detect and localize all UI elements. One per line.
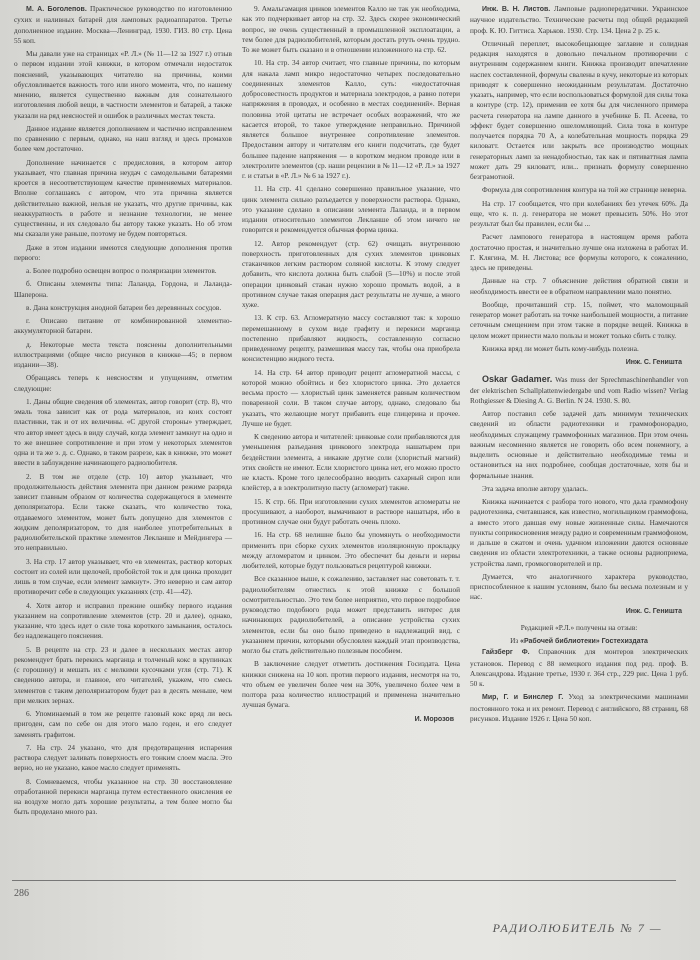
review-book-title: Практическое руководство по изготовлению сухих и наливных батарей для ламповых радиоаппаратов. Третье дополненное издание. Москва—Ленинград. 1930. ГИЗ. 80 стр. Цена 55 коп. <box>14 4 232 45</box>
paragraph: 12. Автор рекомендует (стр. 62) очищать внутреннюю поверхность приготовленных для сухих элементов цинковых стаканчиков легким раствором соляной кислоты. К этому следует добавить, что кислота должна быть слабой (5—10%) и после этой операции цинковый стакан нужно хорошо промыть водой, а в противном случае такая операция даст результаты не лучше, а много хуже. <box>242 238 460 309</box>
paragraph: 8. Сомневаемся, чтобы указанное на стр. 30 восстановление отработанной перекиси марганца путем естественного окисления ее на воздухе могло дать хорошие результаты, а тем более могло бы быть проделано много раз. <box>14 776 232 817</box>
paragraph: 3. На стр. 17 автор указывает, что «в элементах, раствор которых состоит из солей или щелочей, пробойстой ток и для цинка проходит лишь в том случае, если элемент замкнут». Это неверно и сам автор противоречит себе в следующих указаниях (стр. 41—42). <box>14 556 232 597</box>
paragraph: Дополнение начинается с предисловия, в котором автор указывает, что главная причина неудач с самодельными батареями кроется в несоответствующем качестве применяемых материалов. Вполне соглашаясь с автором, что эта причина является действительно важной, нельзя не указать, что другие причины, как неаккуратность в работе и незнание технологии, не менее существенны, и их следовало бы автору также указать. Но об этом мы сказали уже раньше, поэтому не будем повторяться. <box>14 157 232 239</box>
column-middle <box>242 4 460 731</box>
paragraph: 2. В том же отделе (стр. 10) автор указывает, что продолжительность действия элемента при данном режиме разряда зависит главным образом от количества содержащегося в элементе деполяризатора. Если также сказать, что количество тока, отдаваемого элементом, может быть допущено для элементов с жидким деполяризатором, то для наиболее употребительных в радиолюбительской практике элементов Лекланше и Мейдингера — это неправильно. <box>14 471 232 553</box>
review-book-title: Was muss der Sprechmaschinenhandler von der elektrischen Schallplattenwiedergabe und vom Radio wissen? Verlag Rothgiesser & Diesing A. G. Berlin. N 24. 1930. S. 80. <box>470 375 688 405</box>
paragraph: К сведению автора и читателей: цинковые соли прибавляются для уменьшения разъедания цинкового электрода нашатырем при бездействии элемента, а никакие другие соли (хлористый магний) этих свойств не имеют. Если хлористого цинка нет, его можно просто не класть. Кроме того целесообразно вводить сахарный сироп или клейстер, а в электролитную пасту (агломерат) также. <box>242 432 460 493</box>
paragraph: а. Более подробно освещен вопрос о поляризации элементов. <box>26 266 217 275</box>
signature: Инж. С. Геништа <box>625 359 682 366</box>
paragraph: 13. К стр. 63. Агломератную массу составляют так: к хорошо перемешанному в сухом виде графиту и перекиси марганца постепенно прибавляют жидкость, составленную согласно приведенному рецепту, размешивая массу так, чтобы она приобрела консистенцию жидкого теста. <box>242 313 460 364</box>
paragraph: 11. На стр. 41 сделано совершенно правильное указание, что цинк элемента сильно разъедается у поверхности раствора. Однако, это указание сделано в описании элемента Лаланда, и в первом издании относительно элементов Лекланше об этом ничего не говорится и рекомендуется обычная форма цинка. <box>242 184 460 235</box>
paragraph: 5. В рецепте на стр. 23 и далее в нескольких местах автор рекомендует брать перекись марганца и толченый кокс в крупинках (с горошину) и мешать их с мелкими кусочками угля (стр. 71). К сведению автора, и главное, его читателей, укажем, что смесь элементов с таким деполяризатором будет раз в десять меньше, чем при мелких зернах. <box>14 644 232 705</box>
paragraph: Автор поставил себе задачей дать минимум технических сведений из области радиотехники и граммофонорадио, необходимых служащему граммофонных магазинов. При этом очень важным несомненно является не говорить обо всем понемногу, а выделить основные и действительно необходимые темы и остановиться на них подробнее, сообщая достаточные, хотя бы и формальные знания. <box>470 409 688 480</box>
page-number: 286 <box>14 888 29 899</box>
paragraph: Вообще, прочитавший стр. 15, поймет, что маломощный генератор может работать на точке наибольшей мощности, а питание сеточным смещением при этом также в порядке вещей. Книжка в целом может принести мало пользы и может только сбить с толку. <box>470 299 688 340</box>
paragraph: Отличный переплет, высокобещающее заглавие и солидная редакция находятся в довольно печальном противоречии с внутренним содержанием книги. Книжка производит впечатление наспех составленной, формулы свалены в кучу, некоторые из которых приводят к совершенно неожиданным результатам. Достаточно указать, например, что если воспользоваться формулой для силы тока в контуре (стр. 12), применив ее хотя бы для численного примера расчета генератора на лампе данного в учебнике Б. П. Асеева, то эффект будет совершенно ошеломляющий. Сила тока в контуре получается порядка 70 А, а колебательная мощность порядка 29 киловатт. Остается или закрыть все производство мощных генераторных ламп за ненадобностью, так как и пятиваттная лампа может дать 29 киловатт, или... признать формулу совершенно безграмотной. <box>470 38 688 181</box>
paragraph: Расчет лампового генератора в настоящем время работа достаточно простая, и значительно лучше она изложена в работах И. Г. Клягина, М. Н. Листова; все формулы которого, к сожалению, здесь не приведены. <box>470 232 688 272</box>
paragraph: 9. Амальгамация цинков элементов Калло не так уж необходима, как это подчеркивает автор на стр. 32. Здесь скорее экономический вопрос, не очень существенный в промышленной эксплоатации, а тем более для радиолюбителей, которым достать ртуть очень трудно. То же может быть сказано и в отношении изложенного на стр. 62. <box>242 4 460 54</box>
paragraph: 14. На стр. 64 автор приводит рецепт агломератной массы, с которой можно обойтись и без хлористого цинка. Это делается весьма просто — хлористый цинк заменяется равным количеством поваренной соли. В таком случае автору, однако, следовало бы указать, что желающие могут прибавить еще глицерина и прочее. Лучше не будет. <box>242 367 460 428</box>
paragraph: 15. К стр. 66. При изготовлении сухих элементов агломераты не просушивают, а наоборот, вымачивают в растворе нашатыря, ибо в противном случае они будут работать очень плохо. <box>242 496 460 526</box>
paragraph: 6. Упоминаемый в том же рецепте газовый кокс вряд ли весь пригоден, сам по себе он для этого мало годен, и его следует заменять графитом. <box>14 709 232 739</box>
paragraph: 4. Хотя автор и исправил прежние ошибку первого издания указанием на сопротивление элементов (стр. 20 и далее), однако, указание, что здесь идет о силе тока короткого замыкания, осталось без надлежащего пояснения. <box>14 600 232 641</box>
paragraph: На стр. 17 сообщается, что при колебаниях без утечек 60%. Да еще, что к. п. д. генератора не может превысить 50%. Но этот результат был бы правилен, если бы ... <box>470 198 688 228</box>
paragraph: 1. Даны общие сведения об элементах, автор говорит (стр. 8), что эмаль тока зависит как от рода материалов, из коих состоят пластинки, так и от их величины. «С другой стороны» утверждает, что автор имеет здесь в виду случай, когда элемент замкнут на одно и то же внешнее сопротивление и при этом у некоторых элементов одна и та же э. д. с. Однако, в таком разрезе, как в книжке, это может ввести в заблуждение начинающего радиолюбителя. <box>14 396 232 468</box>
signature: И. Морозов <box>414 715 454 723</box>
paragraph: 10. На стр. 34 автор считает, что главные причины, по которым для накала ламп микро недостаточно четырех последовательно соединенных элементов Калло, суть: «недостаточная добросовестность продуктов и материала электродов, а равно потери напряжения в проводах, и особенно в местах соединений». Верная половина этой цитаты не встречает особых возражений, что же касается второй, то такое утверждение неправильно. Причиной является большое внутреннее сопротивление элементов. Предоставим автору и читателям его книги подсчитать, где будет большее падение напряжения — в коротком медном проводе или в электролите элементов (ср. наши рецензии в № 11—12 «Р. Л.» за 1927 г. и статьи в «Р. Л.» № 6 за 1927 г.). <box>242 58 460 180</box>
paragraph: Книжка вряд ли может быть кому-нибудь полезна. <box>482 343 639 353</box>
paragraph: Книжка начинается с разбора того нового, что дала граммофону радиотехника, считавшаяся, как известно, могильщиком граммофона, а вместо этого давшая ему новые жизненные силы. Намечаются пункты соприкосновения между радио и современным граммофоном, и дальше в сжатом и очень удачном изложении даются основные сведения из области электротехники, а также основы радиоприема, устройства ламп, громкоговорителей и пр. <box>470 497 688 568</box>
paragraph: Данные на стр. 7 объяснение действия обратной связи и необходимость ввести ее в обратном направлении мало понятно. <box>470 276 688 296</box>
paragraph: б. Описаны элементы типа: Лаланда, Гордона, и Лаланда-Шаперона. <box>14 279 232 299</box>
paragraph: Мы давали уже на страницах «Р. Л.» (№ 11—12 за 1927 г.) отзыв о первом издании этой книжки, в котором отмечали недостаток пояснений, указывающих читателю на причины, коими обусловливается важность того или иного момента, что, по нашему мнению, является существенно важным для сознательного изготовления любой вещи, в частности элементов и батарей, а также указали на ряд неясностей и ошибок в различных местах текста. <box>14 49 232 120</box>
paragraph: 16. На стр. 68 нелишне было бы упомянуть о необходимости применить при сборке сухих элементов изоляционную прокладку между агломератом и цинком. Это обеспечит бы деньги и нервы любителей, которые будут пользоваться рецептурой книжки. <box>242 530 460 570</box>
review-author: М. А. Боголепов. <box>26 6 87 13</box>
review-book-title: Ламповые радиопередатчики. Украинское научное издательство. Технические расчеты под общей редакцией проф. К. Ю. Гиттиса. Харьков. 1930. Стр. 134. Цена 2 р. 25 к. <box>470 4 688 35</box>
publisher-prefix: Из <box>510 636 519 645</box>
publisher-heading <box>470 636 688 647</box>
review-author: Инж. В. Н. Листов. <box>482 6 551 13</box>
signature: Инж. С. Геништа <box>625 607 682 615</box>
received-note: Редакцией «Р.Л.» получены на отзыв: <box>520 622 638 632</box>
book-description: Уход за электрическими машинами постоянного тока и их ремонт. Перевод с английского, 88 страниц, 68 рисунков. Издание 1926 г. Цена 50 коп. <box>470 692 688 723</box>
review-header <box>14 4 232 46</box>
running-footer: РАДИОЛЮБИТЕЛЬ № 7 — <box>492 921 662 935</box>
footer-divider <box>12 880 676 881</box>
paragraph: Думается, что аналогичного характера руководство, приспособленное к нашим условиям, было бы весьма полезным и у нас. <box>470 571 688 602</box>
publisher-name: «Рабочей библиотеки» Гостехиздата <box>520 638 648 645</box>
book-entry <box>470 647 688 689</box>
paragraph: Даже в этом издании имеются следующие дополнения против первого: <box>14 242 232 262</box>
paragraph: Эта задача вполне автору удалась. <box>482 483 588 493</box>
paragraph: Формула для сопротивления контура на той же странице неверна. <box>482 185 687 195</box>
book-description: Справочник для монтеров электрических установок. Перевод с 88 немецкого издания под ред. проф. В. Александрова. Издание третье, 1930 г. 364 стр., 229 рис. Цена 1 руб. 50 к. <box>470 647 688 688</box>
book-author: Мир, Г. и Бинслер Г. <box>482 694 564 702</box>
book-entry <box>470 692 688 724</box>
paragraph: г. Описано питание от комбинированной элементно-аккумуляторной батареи. <box>14 316 232 336</box>
column-right <box>470 4 688 724</box>
review-author: Oskar Gadamer. <box>482 374 553 385</box>
paragraph: Все сказанное выше, к сожалению, заставляет нас советовать т. т. радиолюбителям отнестись к этой книжке с большой осмотрительностью. Это тем более неприятно, что первое подробное руководство подобного рода может представить интерес для начинающих радиолюбителей, а описание устройства сухих элементов, если бы оно было приведено в надлежащий вид, с указанием причин, которыми обусловлен каждый этап производства, могло бы стать действительно полезным пособием. <box>242 574 460 655</box>
review-header <box>470 4 688 36</box>
paragraph: Данное издание является дополнением и частично исправлением по сравнению с первым, однако, на наш взгляд и здесь промахов более чем достаточно. <box>14 123 232 154</box>
paragraph: Обращаясь теперь к неясностям и упущениям, отметим следующие: <box>14 373 232 393</box>
book-author: Гайзберг Ф. <box>482 649 530 657</box>
paragraph: В заключение следует отметить достижения Госиздата. Цена книжки снижена на 10 коп. против первого издания, несмотря на то, что объем ее увеличен более чем на 30%, увеличено более чем в полтора раза количество иллюстраций и применена значительно лучшая бумага. <box>242 659 460 710</box>
paragraph: 7. На стр. 24 указано, что для предотвращения испарения раствора следует заливать поверхность его тонким слоем масла. Это верно, но не указано, какое масло следует применять. <box>14 742 232 773</box>
paragraph: д. Некоторые места текста пояснены дополнительными иллюстрациями (общее число рисунков в книжке—45; в первом издании—38). <box>14 339 232 369</box>
column-left <box>14 4 232 818</box>
paragraph: в. Дана конструкция анодной батареи без деревянных сосудов. <box>26 302 222 312</box>
review-header <box>470 374 688 406</box>
